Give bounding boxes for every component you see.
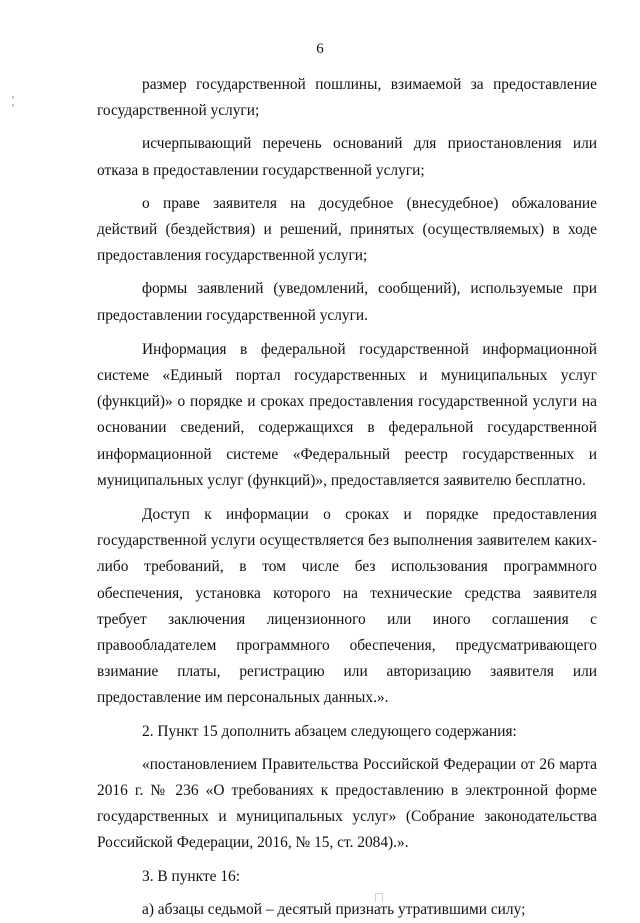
paragraph-subitem-a: а) абзацы седьмой – десятый признать утратившими силу;: [142, 900, 526, 918]
paragraph-item-3: 3. В пункте 16:: [142, 867, 241, 885]
paragraph-appeal-right: о праве заявителя на досудебное (внесудебное) обжалование действий (бездействия) и решений, принятых (осуществляемых) в ходе предоставления государственной услуги;: [97, 194, 597, 265]
paragraph-portal-info: Информация в федеральной государственной информационной системе «Единый портал государственных и муниципальных услуг (функций)» о порядке и сроках предоставления государственной услуги на основании сведений, содержащихся в федеральной государственной информационной системе «Федеральный реестр государственных и муниципальных услуг (функций)», предоставляется заявителю бесплатно.: [97, 340, 597, 489]
paragraph-item-2: 2. Пункт 15 дополнить абзацем следующего содержания:: [142, 722, 517, 740]
scan-edge-mark: [375, 893, 383, 902]
page-number: 6: [316, 41, 324, 57]
paragraph-forms: формы заявлений (уведомлений, сообщений), используемые при предоставлении государственной услуги.: [97, 280, 597, 324]
paragraph-access: Доступ к информации о сроках и порядке предоставления государственной услуги осуществляется без выполнения заявителем каких-либо требований, в том числе без использования программного обеспечения, установка которого на технические средства заявителя требует заключения лицензионного или иного соглашения с правообладателем программного обеспечения, предусматривающего взимание платы, регистрацию или авторизацию заявителя или предоставление им персональных данных.».: [97, 506, 597, 707]
paragraph-grounds: исчерпывающий перечень оснований для приостановления или отказа в предоставлении государственной услуги;: [97, 135, 597, 179]
scan-speck: [12, 104, 14, 107]
paragraph-fee: размер государственной пошлины, взимаемой за предоставление государственной услуги;: [97, 76, 597, 120]
paragraph-decree-quote: «постановлением Правительства Российской Федерации от 26 марта 2016 г. № 236 «О требованиях к предоставлению в электронной форме государственных и муниципальных услуг» (Собрание законодательства Российской Федерации, 2016, № 15, ст. 2084).».: [97, 755, 597, 852]
document-body: [97, 72, 597, 923]
scan-speck: [12, 96, 14, 99]
